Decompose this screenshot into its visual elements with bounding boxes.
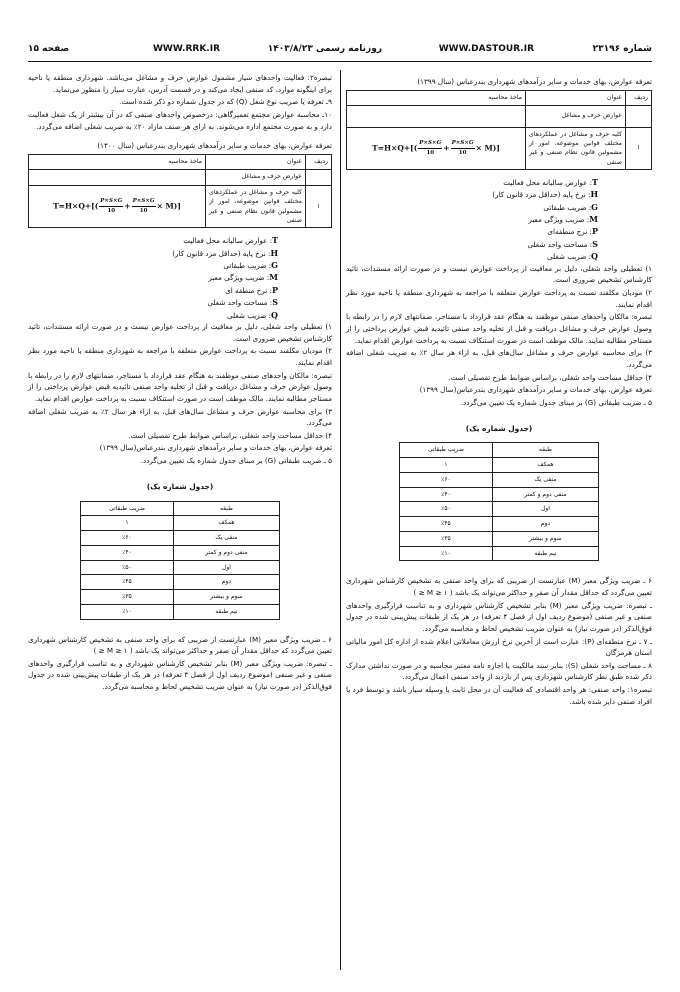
formula-plus: + [443, 143, 450, 153]
var-symbol: S [592, 238, 598, 249]
class-table-title: (جدول شماره یک) [146, 481, 214, 491]
paragraph: ۵ ـ ضریب طبقاتی (G) بر مبنای جدول شماره یک تعیین می‌گردد. [460, 397, 652, 407]
var-item [346, 238, 598, 250]
table-row [400, 458, 599, 473]
col-header-title: عنوان [206, 154, 306, 169]
right-fee-table [346, 90, 652, 170]
coef-cell: ٪۱۰ [400, 546, 493, 561]
paragraph: تبصره: مالکان واحدهای صنفی موظفند به هنگام عقد قرارداد با مستاجر، ضمانتهای لازم را در رابطه با وصول عوارض حرف و مشاغل دریافت و قبل از تخلیه واحد صنفی تائیدیه قبض عوارض پرداختی را از مستاجر مطالبه نمایند. مالک موظف است در صورت استنکاف نسبت به پرداخت عوارض اقدام نماید. [346, 312, 652, 345]
var-desc: : نرخ منطقه ای [225, 285, 272, 295]
floor-cell: دوم [492, 517, 598, 532]
coef-cell: ٪۴۰ [400, 487, 493, 502]
class-header-floor: طبقه [173, 501, 279, 516]
group-title: عوارض حرف و مشاغل [526, 105, 626, 127]
coef-cell: ٪۵۰ [81, 560, 174, 575]
right-column [346, 72, 652, 708]
row-title: کلیه حرف و مشاغل در عملکردهای مختلف قوانین موضوعه، امور از مشمولین قانون نظام صنفی و غیر صنفی [526, 127, 626, 169]
var-symbol: P [271, 284, 278, 295]
table-row [81, 545, 280, 560]
floor-cell: همکف [492, 458, 598, 473]
paragraph: ۶ ـ ضریب ویژگی معبر (M) عبارتست از ضریبی که برای واحد صنفی به تشخیص کارشناس شهرداری تعیین می‌گردد که حداقل مقدار آن صفر و حداکثر می‌تواند یک باشد ( M ≥ ۱ ≤ ) [346, 576, 653, 597]
coef-cell: ۱ [400, 458, 493, 473]
var-desc: : عوارض سالیانه محل فعالیت [503, 177, 593, 187]
paragraph: ۲) مودیان مکلفند نسبت به پرداخت عوارض متعلقه با مراجعه به شهرداری منطقه یا ناحیه مورد نظر اقدام نمایند. [28, 346, 332, 367]
right-variable-list [346, 176, 652, 263]
coef-cell: ٪۶۰ [81, 531, 174, 546]
coef-cell: ٪۳۵ [400, 531, 493, 546]
paragraph: تعرفه عوارض، بهای خدمات و سایر درآمدهای شهرداری بندرعباس(سال ۱۳۹۹) [99, 443, 332, 453]
fee-formula [32, 197, 202, 216]
fraction-2-den: 10 [139, 208, 148, 215]
table-row [400, 517, 599, 532]
var-symbol: H [590, 189, 598, 200]
row-number: ۱ [626, 127, 652, 169]
class-table-title: (جدول شماره یک) [465, 423, 533, 433]
var-symbol: H [270, 247, 278, 258]
floor-cell: اول [173, 560, 279, 575]
paragraph: تبصره۲: فعالیت واحدهای سیار مشمول عوارض حرف و مشاغل می‌باشد. شهرداری منطقه یا ناحیه برای اینگونه موارد، کد صنفی ایجاد می‌کند و در قسمت آدرس، عبارت سیار را منظور می‌نماید. [28, 73, 332, 94]
var-desc: : مساحت واحد شغلی [527, 239, 593, 249]
paragraph: ۱) تعطیلی واحد شغلی، دلیل بر معافیت از پرداخت عوارض نیست و در صورت ارائه مستندات، تائید کارشناس تشخیص ضروری است. [28, 321, 332, 343]
var-item [346, 250, 598, 262]
fraction-2-num: P×S×G [132, 197, 156, 207]
class-header-floor: طبقه [492, 443, 598, 458]
paragraph: تبصره۱: واحد صنفی: هر واحد اقتصادی که فعالیت آن در محل ثابت یا وسیله سیار باشد و توسط فرد یا افراد صنفی دایر شده باشد. [346, 685, 652, 706]
floor-cell: نیم طبقه [492, 546, 598, 561]
table-row [81, 590, 280, 605]
var-desc: : ضریب ویژگی معبر [528, 215, 590, 225]
table-row [400, 531, 599, 546]
paragraph: ۳) برای محاسبه عوارض حرف و مشاغل سال‌های قبل، به ازاء هر سال ۲٪ به ضریب شغلی اضافه می‌گردد. [346, 348, 653, 369]
floor-cell: منفی یک [173, 531, 279, 546]
col-header-formula: ماخذ محاسبه [347, 90, 526, 105]
formula-rhs: × M)] [156, 201, 181, 211]
var-symbol: G [591, 201, 598, 212]
var-desc: : ضریب ویژگی معبر [208, 273, 270, 283]
var-item [28, 309, 278, 321]
paragraph: ـ ۷ ـ نرخ منطقه‌ای (P): عبارت است از آخرین نرخ ارزش معاملاتی اعلام شده از اداره کل امور مالیاتی استان هرمزگان [346, 636, 653, 658]
left-class-table [80, 501, 280, 620]
floor-cell: همکف [173, 516, 279, 531]
fraction-1-num: P×S×G [99, 197, 123, 207]
rrk-site[interactable]: WWW.RRK.IR [153, 44, 220, 54]
coef-cell: ٪۴۵ [400, 517, 493, 532]
var-desc: : نرخ پایه (حداقل مزد قانون کار) [492, 190, 591, 200]
floor-cell: منفی یک [492, 472, 598, 487]
fraction-1 [99, 197, 123, 216]
var-item [28, 247, 278, 259]
class-header-coef: ضریب طبقاتی [400, 443, 493, 458]
paragraph: ۱۰ـ محاسبه عوارض مجتمع تعمیرگاهی: درخصوص واحدهای صنفی که در آن بیشتر از یک شغل فعالیت دارد و به صورت مجتمع اداره می‌شوند. به ازای هر صنف مازاد ۲۰٪ به ضریب شغلی اضافه می‌گردد. [28, 109, 332, 131]
floor-cell: دوم [173, 575, 279, 590]
var-desc: : ضریب شغلی [547, 252, 592, 262]
paragraph: ۹ـ تعرفه یا ضریب نوع شغل (Q) که در جدول شماره دو ذکر شده است. [119, 97, 332, 107]
var-symbol: T [272, 235, 278, 246]
header-rule [28, 61, 652, 62]
var-item [346, 225, 598, 237]
var-desc: : ضریب طبقاتی [223, 260, 272, 270]
var-item [28, 259, 278, 271]
paragraph: تبصره: مالکان واحدهای صنفی موظفند به هنگام عقد قرارداد با مستاجر، ضمانتهای لازم را در رابطه با وصول عوارض حرف و مشاغل دریافت و قبل از تخلیه واحد صنفی تائیدیه قبض عوارض پرداختی را از مستاجر مطالبه نمایند. مالک موظف است در صورت استنکاف نسبت به پرداخت عوارض اقدام نماید. [28, 370, 332, 403]
paragraph: ـ تبصره: ضریب ویژگی معبر (M) بنابر تشخیص کارشناس شهرداری و به تناسب قرارگیری واحدهای صنفی و غیر صنفی (موضوع ردیف اول از فصل ۴ تعرفه) در هر یک از طبقات پیش‌بینی شده در جدول فوق‌الذکر (در صورت نیاز) به عنوان ضریب تشخیص لحاظ و محاسبه می‌گردد. [28, 658, 332, 692]
var-desc: : نرخ پایه (حداقل مزد قانون کار) [172, 248, 271, 258]
coef-cell: ٪۵۰ [400, 502, 493, 517]
coef-cell: ۱ [81, 516, 174, 531]
fraction-2-den: 10 [458, 149, 467, 156]
coef-cell: ٪۳۵ [81, 590, 174, 605]
var-item [28, 271, 278, 283]
floor-cell: سوم و بیشتر [173, 590, 279, 605]
row-title: کلیه حرف و مشاغل در عملکردهای مختلف قوانین موضوعه، امور از مشمولین قانون نظام صنفی و غیر صنفی [206, 185, 306, 227]
var-symbol: Q [591, 251, 598, 262]
formula-lhs: T=H×Q+[( [53, 201, 99, 211]
formula-rhs: × M)] [475, 143, 500, 153]
right-tariff-title: تعرفه عوارض، بهای خدمات و سایر درآمدهای شهرداری بندرعباس (سال ۱۳۹۹) [417, 77, 652, 86]
left-fee-table [28, 154, 332, 228]
table-row [81, 531, 280, 546]
paragraph: تعرفه عوارض، بهای خدمات و سایر درآمدهای شهرداری بندرعباس(سال ۱۳۹۹) [419, 385, 652, 395]
table-row [400, 472, 599, 487]
fraction-2 [132, 197, 156, 216]
var-symbol: S [272, 297, 278, 308]
floor-cell: منفی دوم و کمتر [173, 545, 279, 560]
coef-cell: ٪۱۰ [81, 604, 174, 619]
gazette-date: روزنامه رسمی ۱۴۰۳/۸/۲۳ [267, 44, 382, 54]
var-desc: : مساحت واحد شغلی [207, 298, 273, 308]
coef-cell: ٪۴۰ [81, 545, 174, 560]
var-symbol: Q [271, 309, 278, 320]
col-header-formula: ماخذ محاسبه [29, 154, 206, 169]
page-number: صفحه ۱۵ [28, 44, 70, 54]
fraction-1-num: P×S×G [418, 139, 442, 149]
formula-cell [29, 185, 206, 227]
paragraph: ۳) برای محاسبه عوارض حرف و مشاغل سال‌های قبل، به ازاء هر سال ۲٪ به ضریب شغلی اضافه می‌گردد. [28, 406, 333, 428]
issue-number: شماره ۲۳۱۹۶ [592, 44, 652, 54]
row-number: ۱ [306, 185, 332, 227]
floor-cell: نیم طبقه [173, 604, 279, 619]
fraction-2 [451, 139, 475, 158]
fraction-1-den: 10 [426, 149, 435, 156]
column-divider [340, 70, 341, 970]
var-desc: : نرخ منطقه‌ای [547, 227, 592, 237]
coef-cell: ٪۴۵ [81, 575, 174, 590]
table-row [400, 502, 599, 517]
fraction-1 [418, 139, 442, 158]
formula-plus: + [124, 201, 131, 211]
paragraph: ۵ ـ ضریب طبقاتی (G) بر مبنای جدول شماره یک تعیین می‌گردد. [140, 456, 332, 466]
var-item [28, 284, 278, 296]
var-symbol: G [271, 259, 278, 270]
dastour-site[interactable]: WWW.DASTOUR.IR [438, 44, 534, 54]
table-row [400, 487, 599, 502]
floor-cell: اول [492, 502, 598, 517]
fraction-1-den: 10 [107, 208, 116, 215]
coef-cell: ٪۶۰ [400, 472, 493, 487]
fraction-2-num: P×S×G [451, 139, 475, 149]
var-item [346, 188, 598, 200]
left-tariff-title: تعرفه عوارض، بهای خدمات و سایر درآمدهای شهرداری بندرعباس (سال ۱۴۰۰) [97, 141, 332, 151]
paragraph: ۸ ـ مساحت واحد شغلی (S): بنابر سند مالکیت یا اجاره نامه معتبر محاسبه و در صورت نداشتن مدارک ذکر شده طبق نظر کارشناس شهرداری پس از بازدید از واحد صنفی اعمال می‌گردد. [346, 660, 652, 682]
floor-cell: منفی دوم و کمتر [492, 487, 598, 502]
var-item [28, 234, 278, 246]
floor-cell: سوم و بیشتر [492, 531, 598, 546]
table-row [400, 546, 599, 561]
paragraph: ۶ ـ ضریب ویژگی معبر (M) عبارتست از ضریبی که برای واحد صنفی به تشخیص کارشناس شهرداری تعیین می‌گردد که حداقل مقدار آن صفر و حداکثر می‌تواند یک باشد ( M ≥ ۱ ≤ ) [28, 634, 333, 656]
table-row [81, 604, 280, 619]
var-symbol: T [592, 176, 598, 187]
paragraph: ۱) تعطیلی واحد شغلی، دلیل بر معافیت از پرداخت عوارض نیست و در صورت ارائه مستندات، تائید کارشناس تشخیص ضروری است. [346, 263, 652, 285]
var-item [346, 201, 598, 213]
var-symbol: M [269, 272, 278, 283]
group-title: عوارض حرف و مشاغل [206, 169, 306, 185]
formula-cell [347, 127, 526, 169]
paragraph: ـ تبصره: ضریب ویژگی معبر (M) بنابر تشخیص کارشناس شهرداری و به تناسب قرارگیری واحدهای صنفی و غیر صنفی (موضوع ردیف اول از فصل ۴ تعرفه) در هر یک از طبقات پیش‌بینی شده در جدول فوق‌الذکر (در صورت نیاز) به عنوان ضریب تشخیص لحاظ و محاسبه می‌گردد. [346, 600, 653, 633]
var-symbol: M [589, 214, 598, 225]
var-item [28, 296, 278, 308]
table-row [81, 560, 280, 575]
left-variable-list [28, 234, 332, 321]
table-row [81, 516, 280, 531]
col-header-row: ردیف [626, 90, 652, 105]
table-row [81, 575, 280, 590]
var-symbol: P [591, 226, 598, 237]
class-header-coef: ضریب طبقاتی [81, 501, 174, 516]
var-item [346, 213, 598, 225]
formula-lhs: T=H×Q+[( [372, 143, 418, 153]
var-desc: : ضریب شغلی [227, 310, 272, 320]
paragraph: ۴) حداقل مساحت واحد شغلی، براساس ضوابط طرح تفصیلی است. [448, 372, 652, 382]
fee-formula [350, 139, 522, 158]
paragraph: ۴) حداقل مساحت واحد شغلی، براساس ضوابط طرح تفصیلی است. [128, 430, 332, 440]
paragraph: ۲) مودیان مکلفند نسبت به پرداخت عوارض متعلقه با مراجعه به شهرداری منطقه یا ناحیه مورد نظر اقدام نمایند. [346, 287, 652, 309]
col-header-title: عنوان [526, 90, 626, 105]
var-item [346, 176, 598, 188]
col-header-row: ردیف [306, 154, 332, 169]
var-desc: : عوارض سالیانه محل فعالیت [183, 236, 273, 246]
right-class-table [399, 442, 599, 561]
left-column [28, 72, 332, 694]
var-desc: : ضریب طبقاتی [543, 202, 592, 212]
